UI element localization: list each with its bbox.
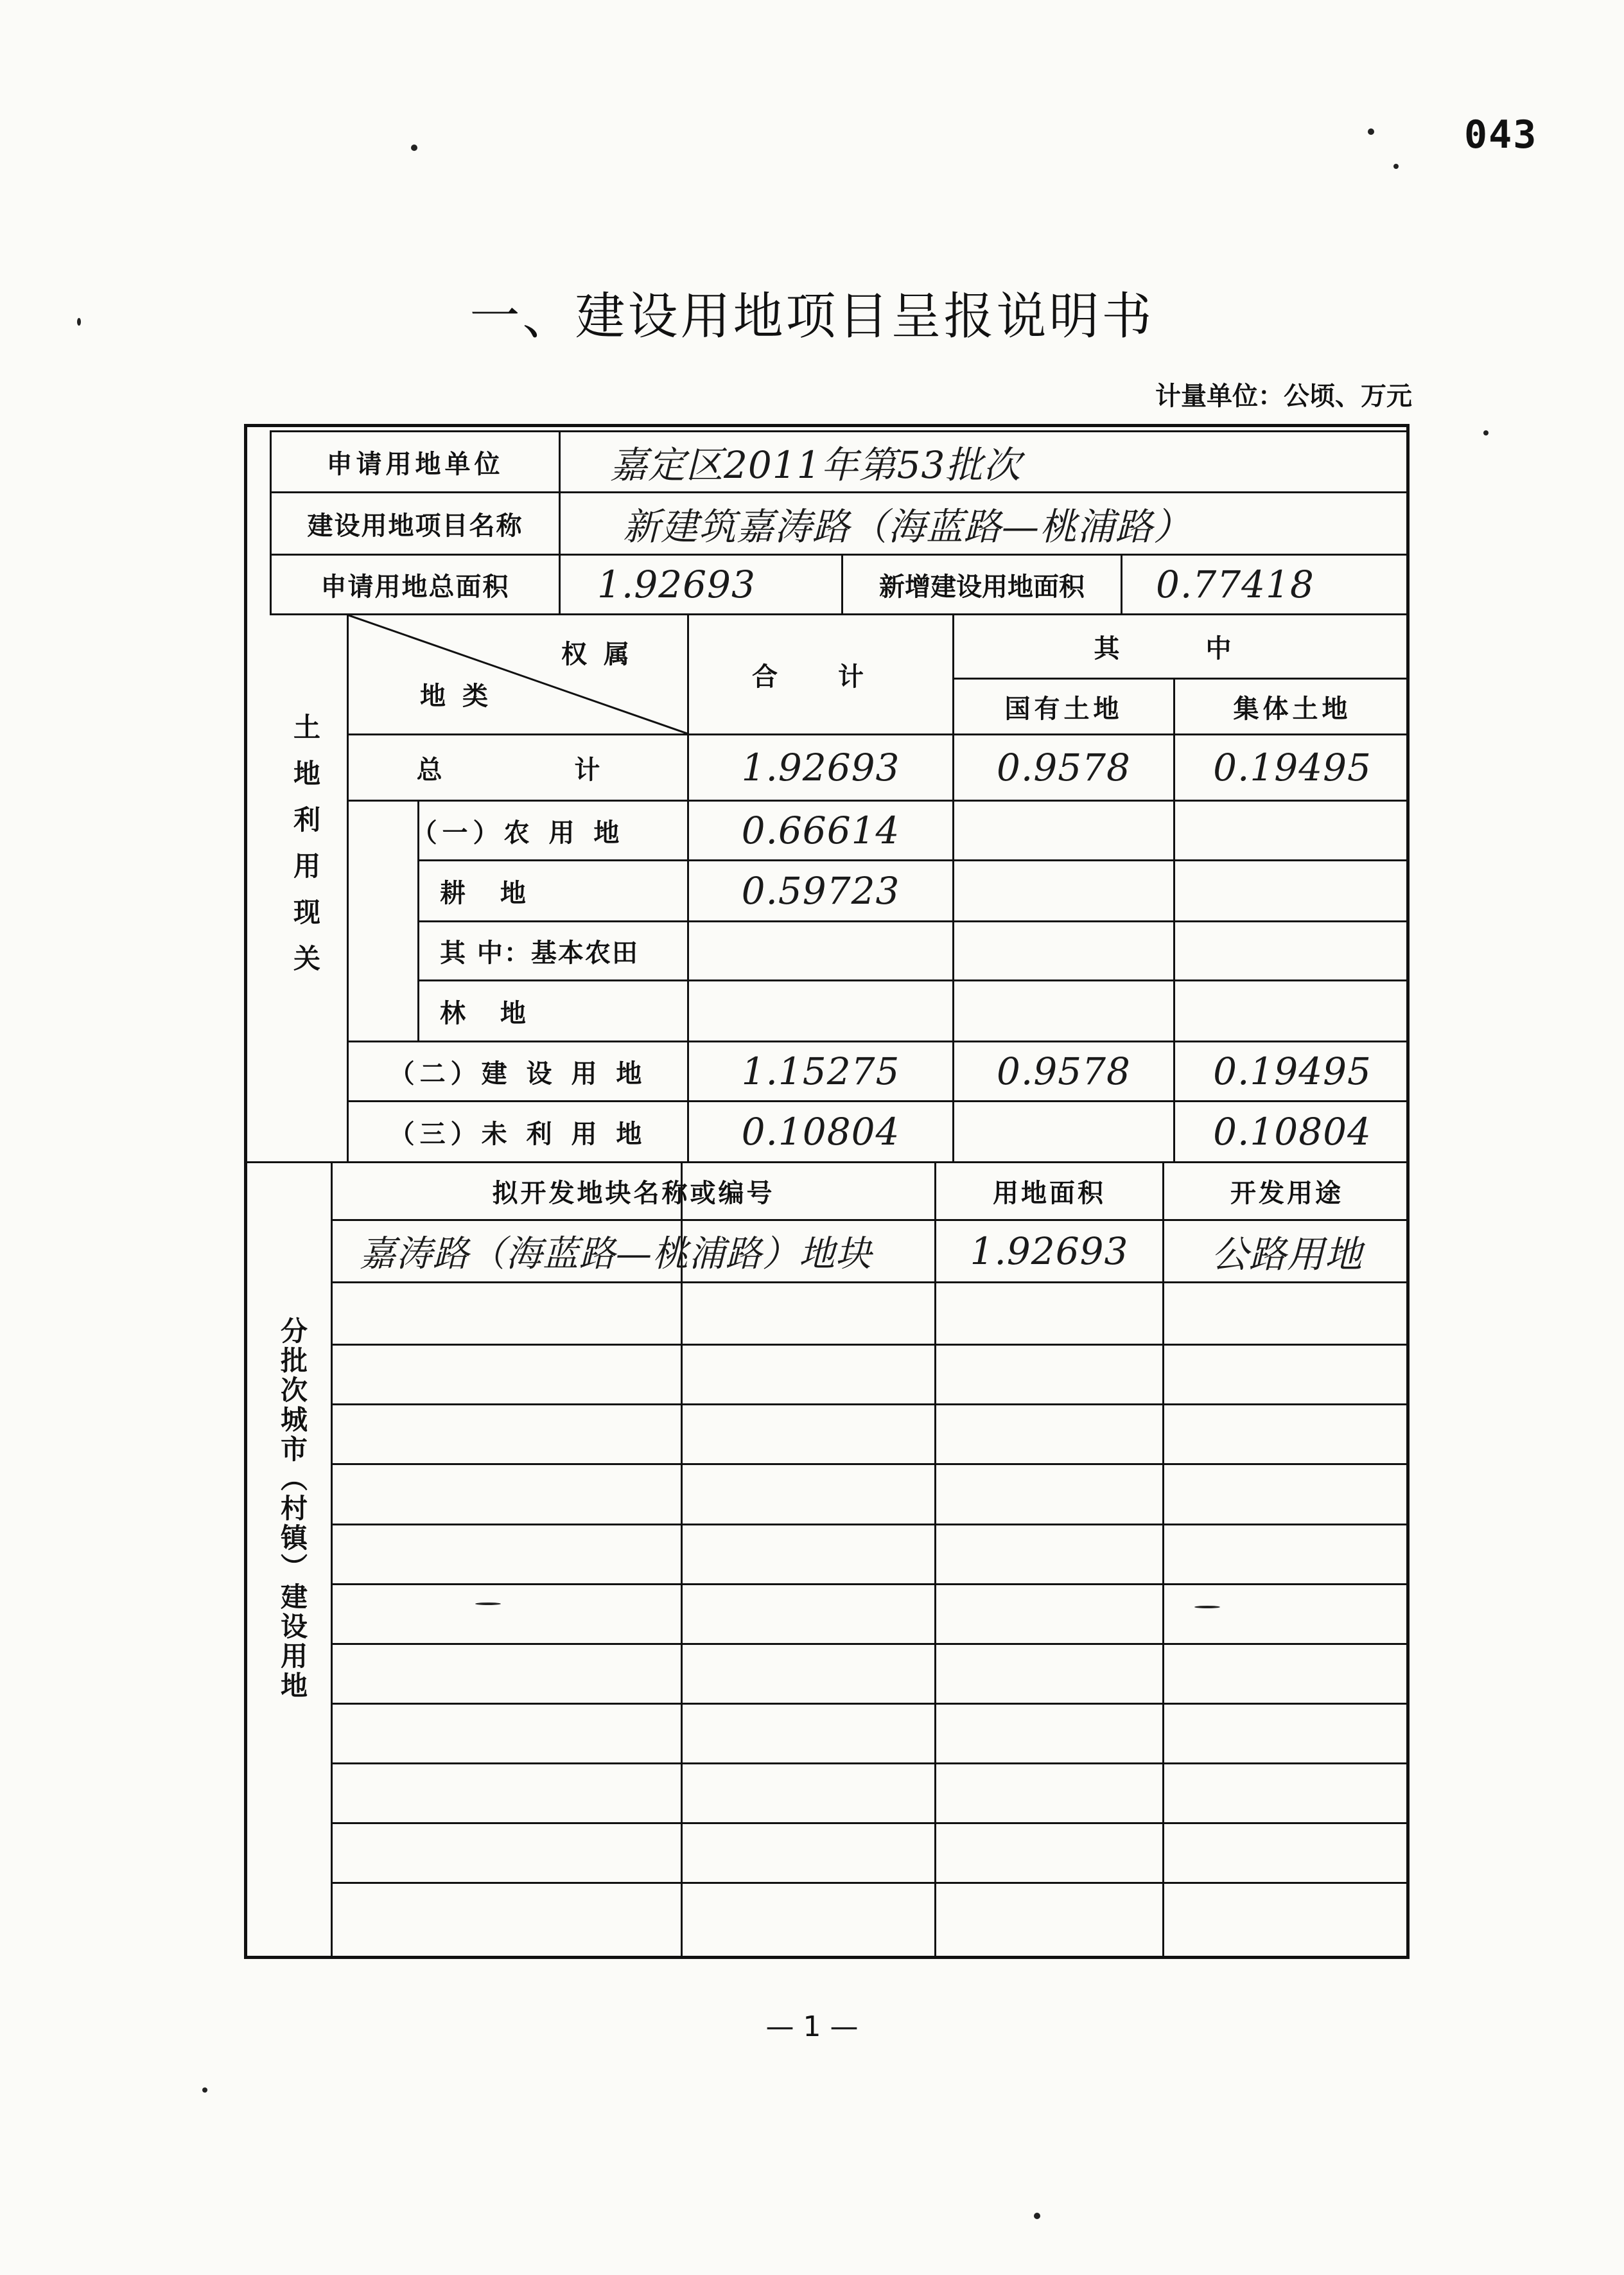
new-area-label: 新增建设用地面积 xyxy=(879,572,1085,602)
row-total-state: 0.9578 xyxy=(997,746,1131,789)
total-area-value: 1.92693 xyxy=(597,563,756,606)
row-cultivated-total: 0.59723 xyxy=(741,869,900,913)
applicant-value: 嘉定区2011年第53批次 xyxy=(610,443,1022,487)
row-total-collective: 0.19495 xyxy=(1213,746,1372,789)
col-land-area-header: 用地面积 xyxy=(993,1179,1106,1208)
row-cultivated-label: 耕 地 xyxy=(440,878,539,908)
col-collective-header: 集体土地 xyxy=(1233,694,1352,724)
scan-speck xyxy=(475,1603,501,1605)
row-construction-total: 1.15275 xyxy=(741,1050,900,1093)
batch-side-text: 分批次城市（村镇）建设用地 xyxy=(277,1317,308,1701)
row-construction-state: 0.9578 xyxy=(997,1050,1131,1093)
col-group-header: 其 中 xyxy=(1094,634,1270,663)
scan-speck xyxy=(1034,2213,1040,2219)
new-area-value: 0.77418 xyxy=(1156,563,1314,606)
scan-speck xyxy=(202,2087,207,2093)
row-unused-label: （三）未 利 用 地 xyxy=(389,1119,647,1149)
unit-note: 计量单位：公顷、万元 xyxy=(1155,382,1412,411)
row-total-total: 1.92693 xyxy=(741,746,900,789)
col-block-name-header: 拟开发地块名称或编号 xyxy=(492,1179,775,1208)
page-number: 043 xyxy=(1464,112,1538,157)
project-name-value: 新建筑嘉涛路（海蓝路—桃浦路） xyxy=(623,505,1192,549)
land-use-side-text: 土地利用现关 xyxy=(290,713,321,990)
project-name-label: 建设用地项目名称 xyxy=(307,511,523,541)
scan-speck xyxy=(1368,128,1374,135)
scan-speck xyxy=(1393,164,1399,169)
col-total-header: 合 计 xyxy=(752,662,889,692)
col-state-header: 国有土地 xyxy=(1004,694,1123,724)
land-class-header: 地 类 xyxy=(420,681,492,711)
footer-page-number: — 1 — xyxy=(765,2010,859,2043)
applicant-label: 申请用地单位 xyxy=(326,449,504,479)
scan-speck xyxy=(1483,430,1489,435)
scan-speck xyxy=(411,145,417,151)
row-agri-label: （一）农 用 地 xyxy=(411,818,625,848)
ownership-header: 权 属 xyxy=(561,639,633,669)
scan-speck xyxy=(77,318,81,326)
batch-side-label xyxy=(273,1317,311,1701)
row-total-label: 总 计 xyxy=(416,755,620,785)
col-dev-use-header: 开发用途 xyxy=(1230,1179,1343,1208)
row-unused-total: 0.10804 xyxy=(741,1110,900,1154)
land-use-side-label xyxy=(286,713,324,990)
row-unused-collective: 0.10804 xyxy=(1213,1110,1372,1154)
batch-row-name: 嘉涛路（海蓝路—桃浦路）地块 xyxy=(360,1233,872,1275)
row-agri-total: 0.66614 xyxy=(741,809,900,852)
row-forest-label: 林 地 xyxy=(440,998,539,1028)
document-title: 一、建设用地项目呈报说明书 xyxy=(469,288,1155,346)
row-construction-label: （二）建 设 用 地 xyxy=(389,1058,647,1089)
batch-row-area: 1.92693 xyxy=(970,1229,1129,1273)
batch-row-use: 公路用地 xyxy=(1210,1233,1363,1276)
row-basic-farmland-label: 其 中：基本农田 xyxy=(440,938,639,968)
scan-speck xyxy=(1194,1606,1220,1608)
total-area-label: 申请用地总面积 xyxy=(320,572,510,602)
row-construction-collective: 0.19495 xyxy=(1213,1050,1372,1093)
